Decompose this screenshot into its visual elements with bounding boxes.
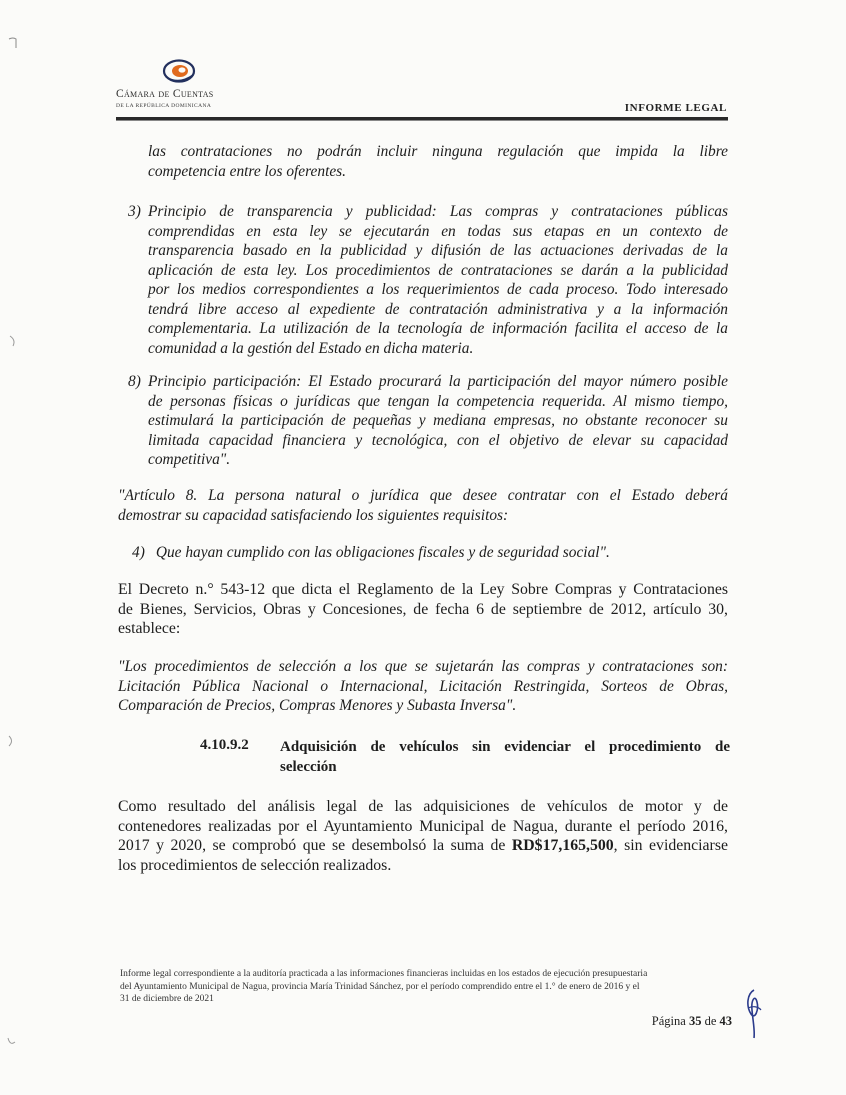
text-line: los procedimientos de selección realizados.: [118, 856, 392, 874]
text-line: Principio participación: El Estado procurará la participación del mayor número posible: [148, 373, 728, 390]
text-line: Principio de transparencia y publicidad: Las compras y contrataciones públicas: [148, 203, 728, 220]
footer-line: Informe legal correspondiente a la auditoría practicada a las informaciones financieras incluidas en los estados de ejecución presupuestaria: [120, 969, 648, 979]
text-line: tendrá libre acceso al expediente de contratación administrativa y a la información: [148, 300, 728, 318]
header-divider: [116, 117, 728, 121]
disbursed-amount: RD$17,165,500: [511, 837, 614, 854]
intro-continuation: [148, 142, 728, 181]
text-line: de personas físicas o jurídicas que tengan la competencia requerida. Al mismo tiempo,: [148, 392, 728, 410]
text-segment: , sin evidenciarse: [613, 837, 728, 854]
list-number: 4): [132, 544, 145, 561]
text-line: competencia entre los oferentes.: [148, 162, 347, 180]
page-label: Página: [651, 1014, 686, 1028]
page-of: de: [704, 1014, 717, 1028]
text-line: Licitación Pública Nacional o Internacional, Licitación Restringida, Sorteos de Obras,: [118, 677, 728, 695]
text-line: contenedores realizadas por el Ayuntamiento Municipal de Nagua, durante el período 2016,: [118, 817, 728, 835]
text-line: transparencia basado en la publicidad y difusión de las actuaciones derivadas de la: [148, 242, 728, 259]
page-number: [652, 1014, 732, 1029]
list-number: 3): [128, 203, 141, 220]
text-line: Adquisición de vehículos sin evidenciar el procedimiento de: [280, 739, 730, 755]
text-line: establece:: [118, 620, 181, 637]
text-line: por los medios correspondientes a los requerimientos de cada proceso. Todo interesado: [148, 281, 728, 298]
text-line: de Bienes, Servicios, Obras y Concesiones, de fecha 6 de septiembre de 2012, artículo 30,: [118, 600, 728, 618]
principle-8: [128, 372, 728, 470]
text-line: Como resultado del análisis legal de las adquisiciones de vehículos de motor y de: [118, 798, 728, 815]
text-line: comprendidas en esta ley se ejecutarán en todas sus etapas en un contexto de: [148, 222, 728, 240]
footer-line: del Ayuntamiento Municipal de Nagua, provincia María Trinidad Sánchez, por el período comprendido entre el 1.° de enero de 2016 y el: [120, 981, 640, 992]
text-segment: 2017 y 2020, se comprobó que se desembolsó la suma de: [118, 837, 512, 854]
decree-quote: [118, 657, 728, 716]
list-number: 8): [128, 373, 141, 390]
text-line: El Decreto n.° 543-12 que dicta el Reglamento de la Ley Sobre Compras y Contrataciones: [118, 581, 728, 598]
page-total: 43: [719, 1014, 732, 1028]
text-line: estimulará la participación de pequeñas y mediana empresas, no obstante reconocer su: [148, 412, 728, 429]
text-line: Comparación de Precios, Compras Menores y Subasta Inversa".: [118, 697, 517, 714]
scan-mark-icon: [8, 334, 18, 348]
article-8-quote: [118, 486, 728, 525]
text-line: competitiva".: [148, 451, 231, 468]
initials-signature-icon: [743, 988, 765, 1040]
text-line: complementaria. La utilización de la tecnología de información facilita el acceso de la: [148, 320, 728, 337]
text-line: selección: [280, 759, 337, 775]
scan-mark-icon: [6, 1034, 16, 1048]
camara-logo-icon: [162, 58, 196, 84]
org-subtitle: DE LA REPÚBLICA DOMINICANA: [116, 103, 212, 109]
principle-3: [128, 202, 728, 358]
scan-mark-icon: [6, 734, 16, 748]
document-type: INFORME LEGAL: [624, 102, 727, 114]
text-line: Que hayan cumplido con las obligaciones fiscales y de seguridad social".: [155, 544, 610, 561]
finding-paragraph: [118, 797, 728, 875]
text-line: "Los procedimientos de selección a los que se sujetarán las compras y contrataciones son:: [118, 658, 728, 675]
text-line: comunidad a la gestión del Estado en dicha materia.: [148, 339, 474, 357]
footer-line: 31 de diciembre de 2021: [120, 994, 214, 1004]
section-title: [280, 737, 730, 777]
scan-mark-icon: [8, 36, 18, 50]
page-current: 35: [688, 1014, 702, 1028]
text-line: las contrataciones no podrán incluir ninguna regulación que impida la libre: [148, 143, 728, 160]
decree-paragraph: [118, 580, 728, 639]
text-line: limitada capacidad financiera y tecnológica, con el objetivo de elevar su capacidad: [148, 431, 728, 449]
footer-note: [120, 968, 732, 1006]
text-line: "Artículo 8. La persona natural o jurídica que desee contratar con el Estado deberá: [118, 487, 728, 504]
text-line: aplicación de esta ley. Los procedimientos de contrataciones se darán a la publicidad: [148, 261, 728, 279]
text-line: demostrar su capacidad satisfaciendo los siguientes requisitos:: [118, 506, 509, 524]
org-name: Cámara de Cuentas: [116, 88, 214, 100]
section-number: 4.10.9.2: [200, 737, 249, 753]
requirement-4: [132, 543, 732, 563]
text-line: [118, 836, 728, 856]
